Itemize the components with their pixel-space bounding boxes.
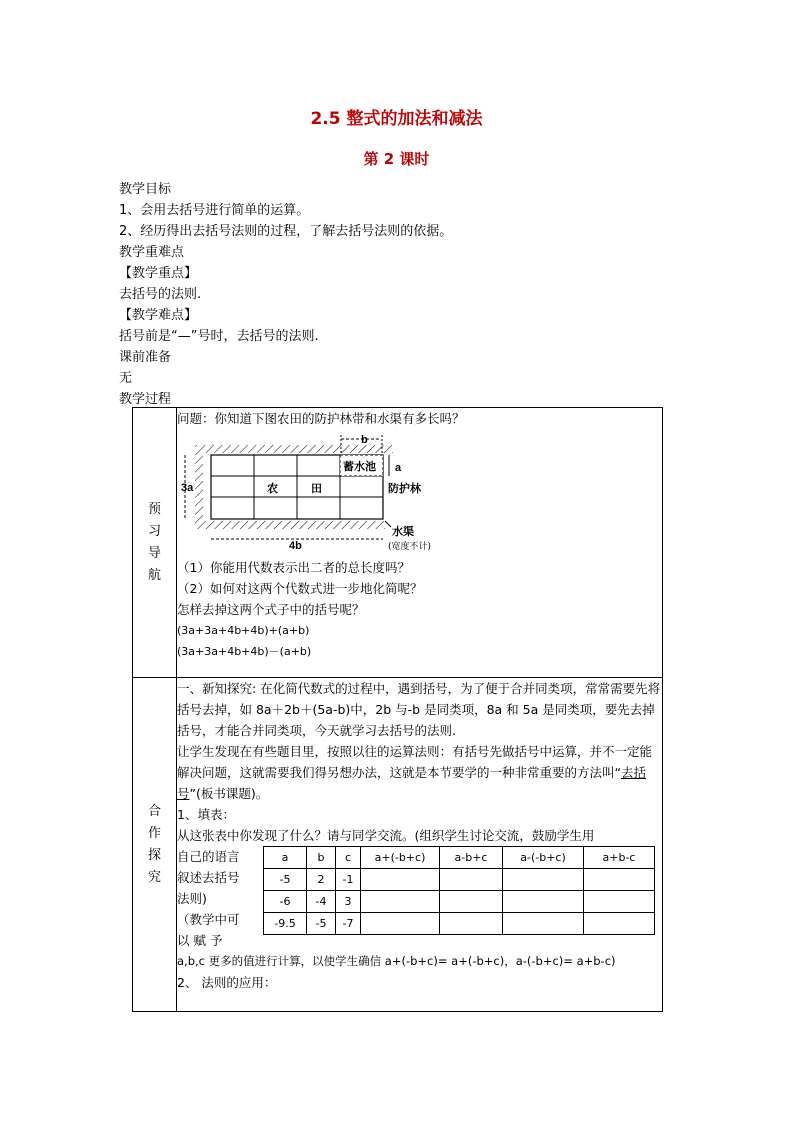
header-a: a: [264, 847, 307, 869]
table-cell[interactable]: [361, 913, 440, 935]
preview-content: [177, 408, 663, 678]
table-cell: -1: [336, 869, 361, 891]
forest-top-hatch: [203, 445, 393, 453]
header-expr-1: a+(-b+c): [361, 847, 440, 869]
forest-left-hatch: [195, 445, 203, 529]
label-b: b: [361, 435, 368, 446]
question-2: （2）如何对这两个代数式进一步地化简呢？: [177, 581, 423, 596]
header-expr-4: a+b-c: [584, 847, 655, 869]
table-cell[interactable]: [440, 891, 503, 913]
expression-2: (3a+3a+4b+4b)－(a+b): [177, 645, 312, 658]
label-pool: 蓄水池: [343, 460, 376, 473]
side-char: 作: [147, 825, 161, 841]
preparation-text: 无: [119, 371, 133, 386]
side-text-line: 自己的语言: [177, 849, 240, 864]
header-expr-3: a-(-b+c): [503, 847, 584, 869]
side-text-line: （教学中可: [177, 912, 240, 927]
table-cell: 2: [307, 869, 336, 891]
header-c: c: [336, 847, 361, 869]
discovery-text-end: ”(板书课题)。: [189, 786, 269, 801]
side-text-line: 以 赋 予: [177, 933, 223, 948]
side-char: 究: [147, 869, 161, 885]
table-cell[interactable]: [361, 891, 440, 913]
table-cell[interactable]: [584, 913, 655, 935]
label-4b: 4b: [289, 540, 302, 552]
table-cell: -6: [264, 891, 307, 913]
table-block: [177, 846, 662, 951]
page-subtitle: 第 2 课时: [363, 150, 430, 168]
table-cell[interactable]: [584, 891, 655, 913]
table-cell[interactable]: [584, 869, 655, 891]
header-b: b: [307, 847, 336, 869]
side-char: 探: [147, 847, 161, 863]
table-cell: -7: [336, 913, 361, 935]
explore-row: [133, 678, 663, 1012]
heading-preparation: 课前准备: [119, 350, 172, 365]
difficult-point-text: 括号前是“—”号时，去括号的法则.: [119, 329, 319, 344]
label-field-2: 田: [311, 482, 322, 495]
preview-row: [133, 408, 663, 678]
label-a: a: [395, 462, 402, 474]
discovery-paragraph: [177, 741, 662, 804]
side-char: 预: [147, 501, 161, 517]
heading-key-difficult: 教学重难点: [119, 245, 185, 260]
table-cell[interactable]: [440, 913, 503, 935]
discovery-text: 让学生发现在有些题目里，按照以往的运算法则：有括号先做括号中运算，并不一定能解决问题，这就需要我们得另想办法，这就是本节要学的一种非常重要的方法叫“: [177, 744, 653, 780]
label-forest: 防护林: [388, 482, 421, 495]
side-char: 合: [147, 803, 161, 819]
side-char: 习: [147, 523, 161, 539]
farmland-diagram: [181, 435, 481, 553]
table-cell[interactable]: [503, 913, 584, 935]
table-cell: -9.5: [264, 913, 307, 935]
underlined-term: 去括号: [177, 765, 646, 801]
fill-table-heading: 1、填表：: [177, 807, 235, 822]
table-row: [264, 869, 655, 891]
side-text-line: 叙述去括号: [177, 870, 240, 885]
label-field-1: 农: [267, 482, 278, 495]
page-title: 2.5 整式的加法和减法: [310, 109, 483, 129]
heading-difficult-point: 【教学难点】: [119, 308, 198, 323]
heading-objectives: 教学目标: [119, 182, 172, 197]
objective-2: 2、经历得出去括号法则的过程，了解去括号法则的依据。: [119, 224, 453, 239]
label-3a: 3a: [181, 482, 194, 494]
discuss-text: 从这张表中你发现了什么？请与同学交流。(组织学生讨论交流，鼓励学生用: [177, 828, 595, 843]
objective-1: 1、会用去括号进行简单的运算。: [119, 203, 310, 218]
table-cell[interactable]: [503, 869, 584, 891]
table-side-text: [177, 846, 263, 951]
lesson-table: [132, 407, 663, 1012]
table-cell: 3: [336, 891, 361, 913]
heading-process: 教学过程: [119, 392, 172, 407]
side-char: 航: [147, 567, 161, 583]
table-cell[interactable]: [503, 891, 584, 913]
forest-bottom-hatch: [203, 521, 385, 529]
label-canal: 水渠: [392, 525, 414, 538]
key-point-text: 去括号的法则.: [119, 287, 202, 302]
table-cell[interactable]: [440, 869, 503, 891]
application-heading: 2、 法则的应用：: [177, 975, 277, 990]
header-expr-2: a-b+c: [440, 847, 503, 869]
side-label-explore: [133, 678, 177, 1012]
side-text-line: 法则): [177, 891, 207, 906]
fill-table: [263, 846, 655, 935]
question-1: （1）你能用代数表示出二者的总长度吗？: [177, 560, 410, 575]
side-label-preview: [133, 408, 177, 678]
table-cell: -5: [307, 913, 336, 935]
new-knowledge-paragraph: 一、新知探究: 在化简代数式的过程中，遇到括号，为了便于合并同类项，常常需要先将括号去掉，如 8a＋2b＋(5a-b)中，2b 与-b 是同类项，8a 和 5a 是同类项，要先去掉括号，才能合并同类项，今天就学习去括号的法则.: [177, 681, 661, 738]
table-cell[interactable]: [361, 869, 440, 891]
table-cell: -5: [264, 869, 307, 891]
farmland-figure: [181, 435, 481, 553]
question-text: 问题：你知道下图农田的防护林带和水渠有多长吗？: [177, 411, 465, 426]
heading-key-point: 【教学重点】: [119, 266, 198, 281]
after-table-text: a,b,c 更多的值进行计算，以使学生确信 a+(-b+c)= a+(-b+c)，a-(-b+c)= a+b-c): [177, 954, 616, 968]
table-row: [264, 891, 655, 913]
question-3: 怎样去掉这两个式子中的括号呢？: [177, 602, 365, 617]
table-row: [264, 913, 655, 935]
explore-content: [177, 678, 663, 1012]
side-char: 导: [147, 545, 161, 561]
table-cell: -4: [307, 891, 336, 913]
fill-table-header: [264, 847, 655, 869]
label-width-note: (宽度不计): [388, 542, 432, 552]
expression-1: (3a+3a+4b+4b)+(a+b): [177, 624, 310, 637]
